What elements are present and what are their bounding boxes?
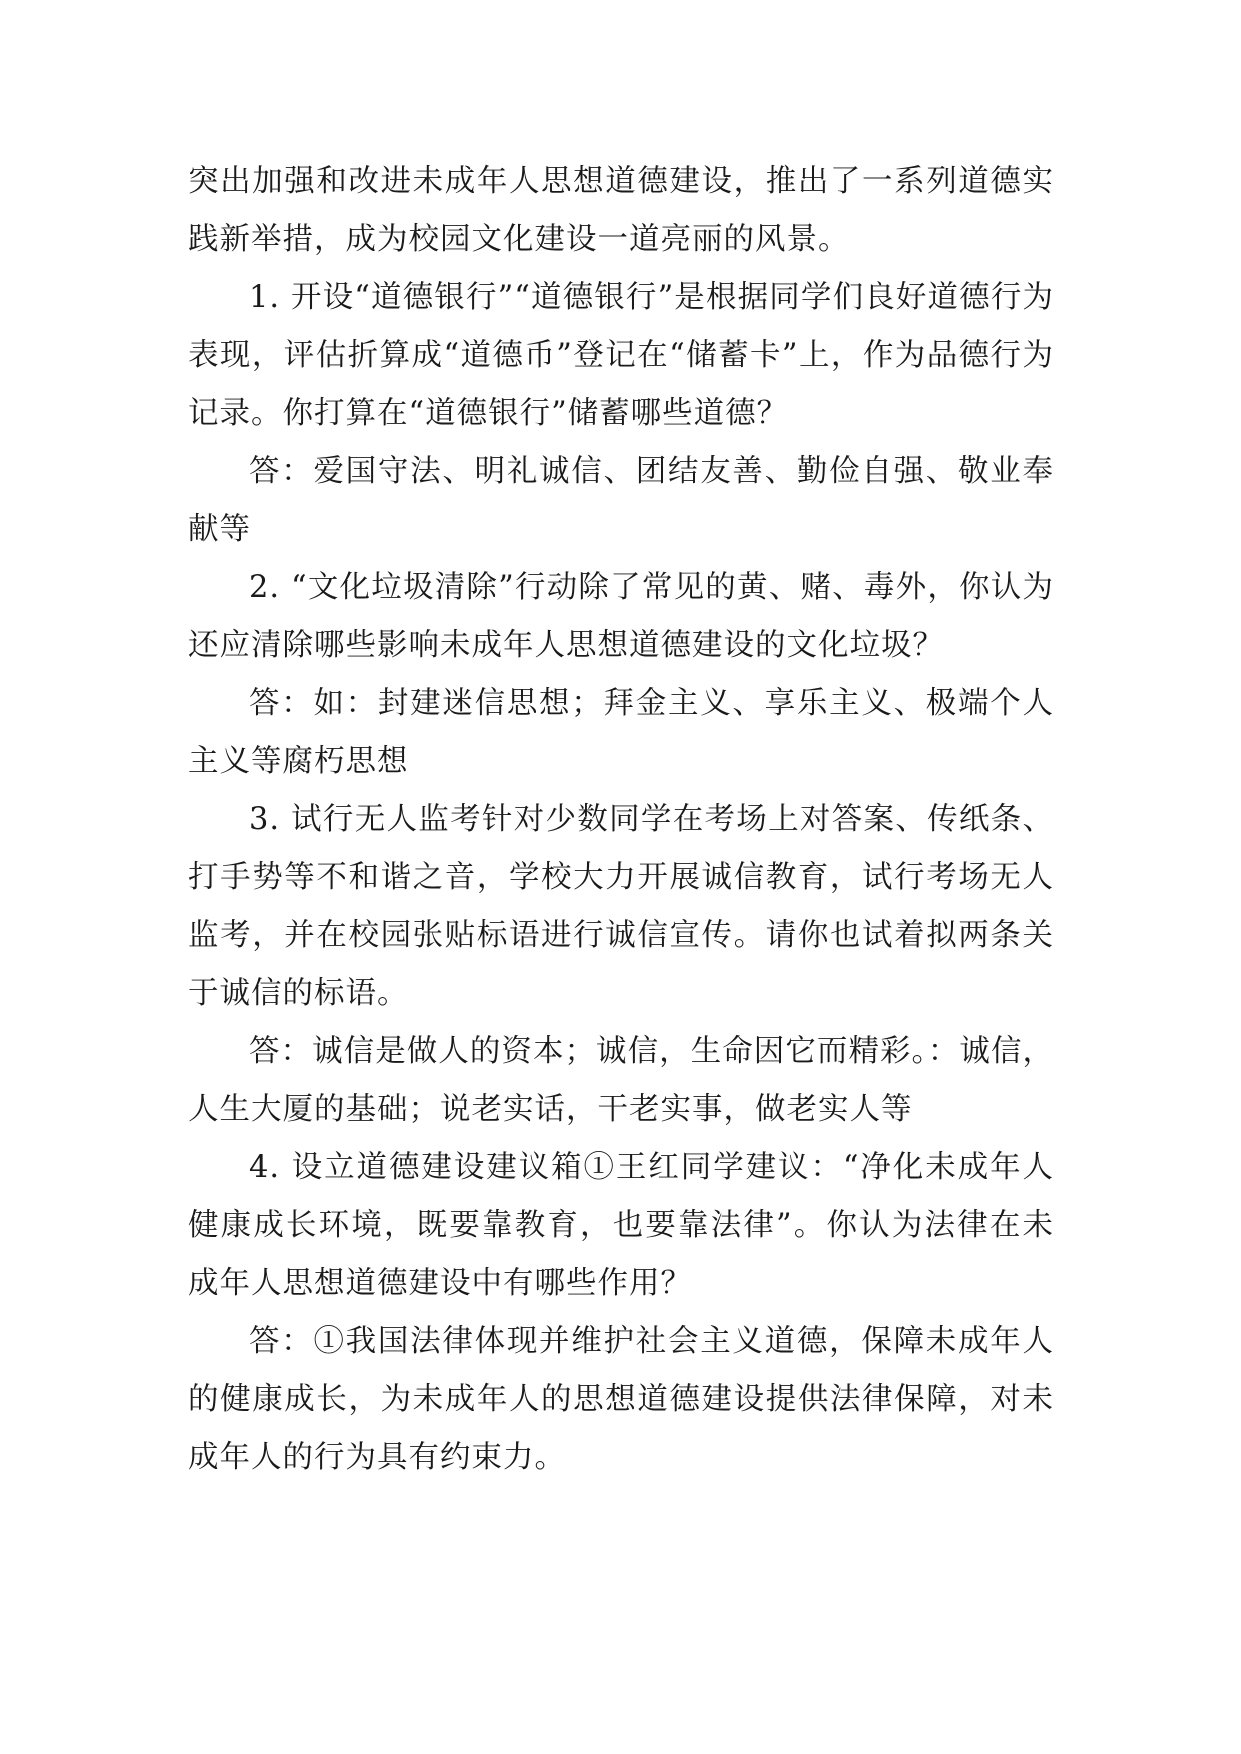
paragraph-answer-2: 答：如：封建迷信思想；拜金主义、享乐主义、极端个人主义等腐朽思想 (188, 686, 1054, 779)
paragraph-answer-4: 答：①我国法律体现并维护社会主义道德，保障未成年人的健康成长，为未成年人的思想道德建设提供法律保障，对未成年人的行为具有约束力。 (188, 1324, 1054, 1475)
paragraph-question-1: 1. 开设“道德银行”“道德银行”是根据同学们良好道德行为表现，评估折算成“道德币”登记在“储蓄卡”上，作为品德行为记录。你打算在“道德银行”储蓄哪些道德？ (188, 280, 1054, 431)
paragraph-answer-3: 答：诚信是做人的资本；诚信，生命因它而精彩。：诚信，人生大厦的基础；说老实话，干老实事，做老实人等 (188, 1034, 1054, 1127)
paragraph-question-2: 2. “文化垃圾清除”行动除了常见的黄、赌、毒外，你认为还应清除哪些影响未成年人思想道德建设的文化垃圾？ (188, 570, 1054, 663)
paragraph-question-3: 3. 试行无人监考针对少数同学在考场上对答案、传纸条、打手势等不和谐之音，学校大力开展诚信教育，试行考场无人监考，并在校园张贴标语进行诚信宣传。请你也试着拟两条关于诚信的标语。 (188, 802, 1054, 1011)
paragraph-intro: 突出加强和改进未成年人思想道德建设，推出了一系列道德实践新举措，成为校园文化建设一道亮丽的风景。 (188, 164, 1054, 257)
paragraph-question-4: 4. 设立道德建设建议箱①王红同学建议：“净化未成年人健康成长环境，既要靠教育，也要靠法律”。你认为法律在未成年人思想道德建设中有哪些作用？ (188, 1150, 1054, 1301)
document-body (188, 153, 1054, 1487)
paragraph-answer-1: 答：爱国守法、明礼诚信、团结友善、勤俭自强、敬业奉献等 (188, 454, 1054, 547)
